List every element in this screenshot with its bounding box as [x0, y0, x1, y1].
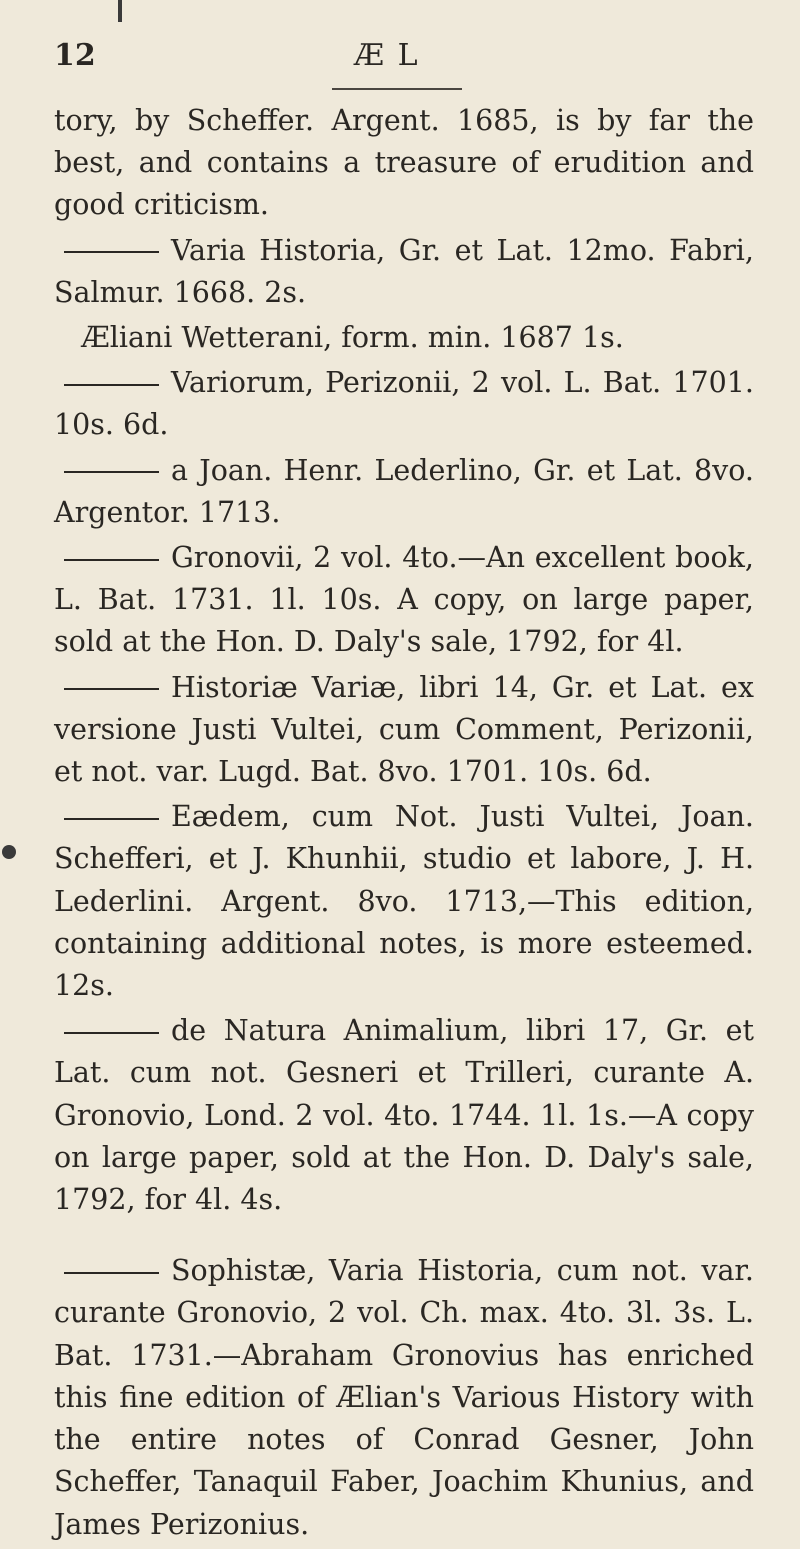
ditto-dash [64, 688, 159, 690]
entry-de-natura-animalium: de Natura Animalium, libri 17, Gr. et Lat. cum not. Gesneri et Trilleri, curante A. Gronovio, Lond. 2 vol. 4to. 1744. 1l. 1s.—A copy on large paper, sold at the Hon. D. Daly's sale, 1792, for 4l. 4s. [54, 1014, 754, 1217]
header-rule [332, 88, 462, 90]
page-number: 12 [54, 38, 96, 73]
ditto-dash [64, 471, 159, 473]
entry-sophistae: Sophistæ, Varia Historia, cum not. var. curante Gronovio, 2 vol. Ch. max. 4to. 3l. 3s. L. Bat. 1731.—Abraham Gronovius has enriched this fine edition of Ælian's Various History with the entire notes of Conrad Gesner, John Scheffer, Tanaquil Faber, Joachim Khunius, and James Perizonius. [54, 1254, 754, 1541]
ditto-dash [64, 251, 159, 253]
ditto-dash [64, 1272, 159, 1274]
page-text [54, 100, 754, 1549]
ditto-dash [64, 818, 159, 820]
running-head: Æ L [354, 38, 420, 73]
margin-dot [2, 845, 16, 859]
spacer [54, 1224, 754, 1250]
entry-varia-historia: Varia Historia, Gr. et Lat. 12mo. Fabri, Salmur. 1668. 2s. [54, 233, 754, 309]
paragraph-continuation: tory, by Scheffer. Argent. 1685, is by far the best, and contains a treasure of erudition and good criticism. [54, 104, 754, 222]
entry-eaedem: Eædem, cum Not. Justi Vultei, Joan. Schefferi, et J. Khunhii, studio et labore, J. H. Lederlini. Argent. 8vo. 1713,—This edition, containing additional notes, is more esteemed. 12s. [54, 800, 754, 1003]
entry-aeliani-wetterani: Æliani Wetterani, form. min. 1687 1s. [81, 321, 624, 355]
page-header [54, 30, 754, 100]
entry-lederlino: a Joan. Henr. Lederlino, Gr. et Lat. 8vo. Argentor. 1713. [54, 453, 754, 529]
ditto-dash [64, 384, 159, 386]
ink-mark [118, 0, 122, 22]
entry-variorum: Variorum, Perizonii, 2 vol. L. Bat. 1701. 10s. 6d. [54, 366, 754, 442]
entry-gronovii: Gronovii, 2 vol. 4to.—An excellent book, L. Bat. 1731. 1l. 10s. A copy, on large paper, sold at the Hon. D. Daly's sale, 1792, for 4l. [54, 541, 754, 659]
ditto-dash [64, 559, 159, 561]
entry-historiae-variae: Historiæ Variæ, libri 14, Gr. et Lat. ex versione Justi Vultei, cum Comment, Perizonii, et not. var. Lugd. Bat. 8vo. 1701. 10s. 6d. [54, 670, 754, 789]
ditto-dash [64, 1032, 159, 1034]
